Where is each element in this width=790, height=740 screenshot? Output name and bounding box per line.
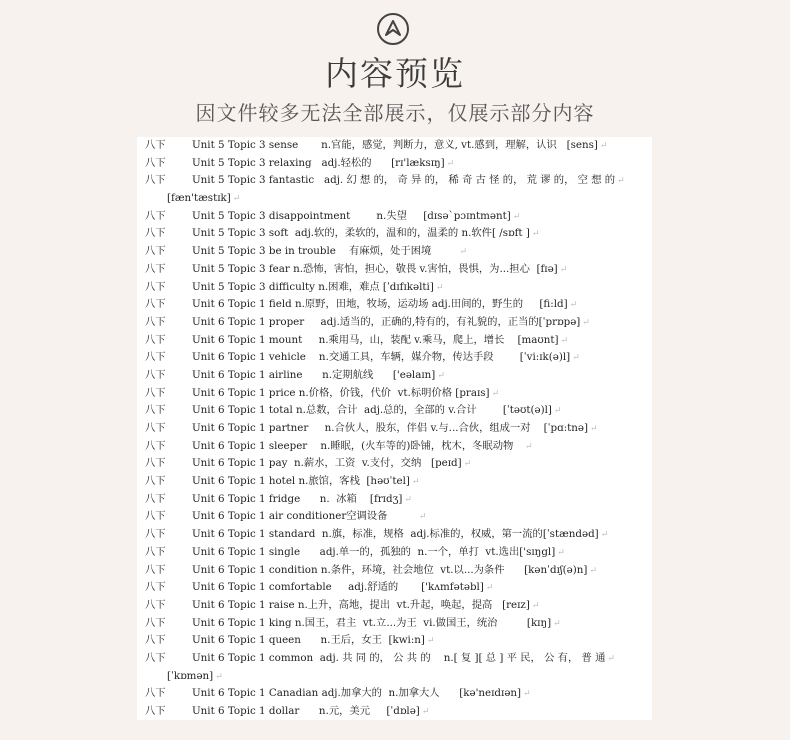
vocab-entry: Unit 6 Topic 1 fridge n. 冰箱 [frɪdʒ] ↵ [192, 492, 412, 505]
document-line [137, 473, 652, 491]
paragraph-mark-icon: ↵ [599, 141, 608, 151]
vocab-entry: Unit 6 Topic 1 proper adj.适当的，正确的,特有的，有礼貌的，正当的[ˈprɒpə] ↵ [192, 315, 590, 328]
document-line [137, 279, 652, 297]
paragraph-mark-icon: ↵ [559, 264, 568, 275]
grade-label: 八下 [145, 333, 166, 346]
paragraph-mark-icon: ↵ [589, 565, 597, 576]
paragraph-mark-icon: ↵ [421, 707, 430, 717]
document-line [137, 703, 652, 720]
vocab-entry: Unit 6 Topic 1 queen n.王后，女王 [kwi:n] ↵ [192, 634, 435, 647]
document-line [137, 190, 652, 208]
grade-label: 八下 [145, 634, 166, 647]
document-line [137, 455, 652, 473]
vocab-entry: Unit 5 Topic 3 soft adj.软的，柔软的，温和的，温柔的 n.软件[ /sɒft ] ↵ [192, 227, 540, 240]
paragraph-mark-icon: ↵ [531, 229, 540, 240]
document-line [137, 402, 652, 420]
paragraph-mark-icon: ↵ [435, 282, 444, 293]
vocab-entry: Unit 6 Topic 1 total n.总数，合计 adj.总的，全部的 v.合计 [ˈtəʊt(ə)l] ↵ [192, 404, 562, 417]
paragraph-mark-icon: ↵ [531, 600, 540, 611]
document-line [137, 385, 652, 403]
vocab-entry: Unit 6 Topic 1 king n.国王，君主 vt.立...为王 vi.做国王，统治 [kɪŋ] ↵ [192, 616, 561, 629]
paragraph-mark-icon: ↵ [569, 300, 578, 311]
document-line [137, 615, 652, 633]
document-line [137, 491, 652, 509]
document-line [137, 544, 652, 562]
paragraph-mark-icon: ↵ [557, 547, 565, 558]
paragraph-mark-icon: ↵ [426, 636, 435, 647]
document-line [137, 562, 652, 580]
document-line [137, 208, 652, 226]
vocab-entry: Unit 6 Topic 1 mount n.乘用马，山，装配 v.乘马，爬上，增长 [maʊnt] ↵ [192, 333, 569, 346]
vocab-entry: Unit 5 Topic 3 sense n.官能，感觉，判断力，意义, vt.感到，理解，认识 [sens] ↵ [192, 139, 608, 151]
vocab-entry: Unit 6 Topic 1 hotel n.旅馆，客栈 [həʊˈtel] ↵ [192, 475, 420, 488]
grade-label: 八下 [145, 298, 166, 311]
paragraph-mark-icon: ↵ [590, 424, 598, 434]
document-line [137, 632, 652, 650]
paragraph-mark-icon: ↵ [553, 618, 561, 629]
paragraph-mark-icon: ↵ [525, 441, 533, 452]
grade-label: 八下 [145, 227, 166, 240]
grade-label: 八下 [145, 386, 166, 399]
document-line [137, 650, 652, 668]
paragraph-mark-icon: ↵ [411, 477, 420, 488]
grade-label: 八下 [145, 315, 166, 328]
paragraph-mark-icon: ↵ [560, 335, 569, 346]
grade-label: 八下 [145, 422, 166, 434]
grade-label: 八下 [145, 457, 166, 470]
paragraph-mark-icon: ↵ [418, 512, 427, 523]
document-line [137, 225, 652, 243]
paragraph-mark-icon: ↵ [404, 494, 412, 505]
paragraph-mark-icon: ↵ [607, 653, 615, 664]
paragraph-mark-icon: ↵ [232, 194, 241, 205]
document-line [137, 367, 652, 385]
paragraph-mark-icon: ↵ [600, 530, 609, 541]
vocab-entry: Unit 6 Topic 1 partner n.合伙人，股东，伴侣 v.与...合伙，组成一对 [ˈpɑ:tnə] ↵ [192, 422, 598, 434]
grade-label: 八下 [145, 510, 166, 523]
grade-label: 八下 [145, 262, 166, 275]
grade-label: 八下 [145, 174, 166, 187]
paragraph-mark-icon: ↵ [437, 370, 445, 381]
grade-label: 八下 [145, 139, 166, 151]
document-line [137, 296, 652, 314]
vocab-entry: Unit 5 Topic 3 relaxing adj.轻松的 [rɪ'læksɪŋ] ↵ [192, 156, 455, 169]
document-line [137, 243, 652, 261]
preview-header [0, 0, 790, 135]
document-line [137, 685, 652, 703]
document-line [137, 137, 652, 155]
document-preview [137, 137, 652, 720]
vocab-entry: Unit 5 Topic 3 be in trouble 有麻烦，处于困境 ↵ [192, 245, 468, 258]
document-line [137, 420, 652, 438]
vocab-entry: Unit 5 Topic 3 fear n.恐怖，害怕，担心，敬畏 v.害怕，畏惧，为...担心 [fɪə] ↵ [192, 262, 568, 275]
grade-label: 八下 [145, 439, 166, 452]
vocab-entry: Unit 6 Topic 1 sleeper n.睡眠，(火车等的)卧铺，枕木，冬眠动物 ↵ [192, 439, 533, 452]
paragraph-mark-icon: ↵ [491, 388, 500, 399]
grade-label: 八下 [145, 492, 166, 505]
paragraph-mark-icon: ↵ [215, 671, 223, 682]
vocab-entry: Unit 6 Topic 1 comfortable adj.舒适的 ['kʌmfətəbl] ↵ [192, 581, 494, 594]
vocab-entry: Unit 6 Topic 1 Canadian adj.加拿大的 n.加拿大人 [kə'neɪdɪən] ↵ [192, 687, 531, 700]
grade-label: 八下 [145, 616, 166, 629]
grade-label: 八下 [145, 351, 166, 364]
document-line [137, 332, 652, 350]
vocab-entry: Unit 6 Topic 1 airline n.定期航线 ['eəlaɪn] ↵ [192, 368, 445, 381]
page-title: 内容预览 [325, 54, 465, 93]
paragraph-mark-icon: ↵ [446, 158, 455, 169]
grade-label: 八下 [145, 705, 166, 717]
paragraph-mark-icon: ↵ [617, 176, 625, 187]
vocab-entry: Unit 6 Topic 1 vehicle n.交通工具，车辆，媒介物，传达手段 [ˈvi:ɪk(ə)l] ↵ [192, 351, 580, 364]
grade-label: 八下 [145, 563, 166, 576]
grade-label: 八下 [145, 545, 166, 558]
vocab-entry: Unit 5 Topic 3 difficulty n.困难，难点 [ˈdɪfɪkəlti] ↵ [192, 280, 444, 293]
grade-label: 八下 [145, 687, 166, 700]
grade-label: 八下 [145, 209, 166, 222]
grade-label: 八下 [145, 245, 166, 258]
paragraph-mark-icon: ↵ [485, 583, 494, 594]
grade-label: 八下 [145, 475, 166, 488]
paragraph-mark-icon: ↵ [582, 317, 590, 328]
paragraph-mark-icon: ↵ [459, 247, 468, 258]
vocab-entry: [ˈkɒmən] ↵ [167, 669, 223, 682]
vocab-entry: Unit 6 Topic 1 price n.价格，价钱，代价 vt.标明价格 [praɪs] ↵ [192, 386, 500, 399]
grade-label: 八下 [145, 528, 166, 541]
paragraph-mark-icon: ↵ [463, 459, 472, 470]
document-line [137, 668, 652, 686]
grade-label: 八下 [145, 598, 166, 611]
vocab-entry: Unit 6 Topic 1 pay n.薪水，工资 v.支付，交纳 [peɪd] ↵ [192, 457, 472, 470]
paragraph-mark-icon: ↵ [523, 689, 531, 700]
vocab-entry: Unit 5 Topic 3 disappointment n.失望 [dɪsə`pɔɪntmənt] ↵ [192, 209, 521, 222]
paragraph-mark-icon: ↵ [572, 353, 580, 364]
vocab-entry: Unit 6 Topic 1 condition n.条件，环境，社会地位 vt.以...为条件 [kənˈdɪʃ(ə)n] ↵ [192, 563, 597, 576]
vocab-entry: Unit 6 Topic 1 raise n.上升，高地，提出 vt.升起，唤起，提高 [reɪz] ↵ [192, 598, 540, 611]
document-line [137, 579, 652, 597]
document-line [137, 172, 652, 190]
grade-label: 八下 [145, 404, 166, 417]
grade-label: 八下 [145, 368, 166, 381]
vocab-entry: Unit 6 Topic 1 standard n.旗，标准，规格 adj.标准的，权威，第一流的[ˈstændəd] ↵ [192, 528, 609, 541]
grade-label: 八下 [145, 581, 166, 594]
document-line [137, 349, 652, 367]
compass-arrow-icon [377, 13, 409, 45]
document-line [137, 526, 652, 544]
vocab-entry: Unit 6 Topic 1 common adj. 共 同 的， 公 共 的 n.[ 复 ][ 总 ] 平 民， 公 有， 普 通 ↵ [192, 651, 615, 664]
grade-label: 八下 [145, 156, 166, 169]
document-line [137, 261, 652, 279]
page-subtitle: 因文件较多无法全部展示，仅展示部分内容 [195, 101, 595, 125]
vocab-entry: Unit 6 Topic 1 single adj.单一的，孤独的 n.一个，单打 vt.选出['sɪŋgl] ↵ [192, 545, 565, 558]
document-line [137, 314, 652, 332]
document-line [137, 438, 652, 456]
paragraph-mark-icon: ↵ [553, 406, 562, 417]
vocab-entry: Unit 6 Topic 1 dollar n.元，美元 [ˈdɒlə] ↵ [192, 705, 430, 717]
document-line [137, 155, 652, 173]
paragraph-mark-icon: ↵ [512, 211, 521, 222]
grade-label: 八下 [145, 651, 166, 664]
document-line [137, 597, 652, 615]
vocab-entry: Unit 6 Topic 1 field n.原野，田地，牧场，运动场 adj.田间的，野生的 [fi:ld] ↵ [192, 298, 578, 311]
vocab-entry: Unit 5 Topic 3 fantastic adj. 幻 想 的， 奇 异 的， 稀 奇 古 怪 的， 荒 谬 的， 空 想 的 ↵ [192, 174, 625, 187]
vocab-entry: Unit 6 Topic 1 air conditioner空调设备 ↵ [192, 510, 427, 523]
vocab-entry: [fæn'tæstɪk] ↵ [167, 192, 241, 205]
grade-label: 八下 [145, 280, 166, 293]
document-line [137, 508, 652, 526]
